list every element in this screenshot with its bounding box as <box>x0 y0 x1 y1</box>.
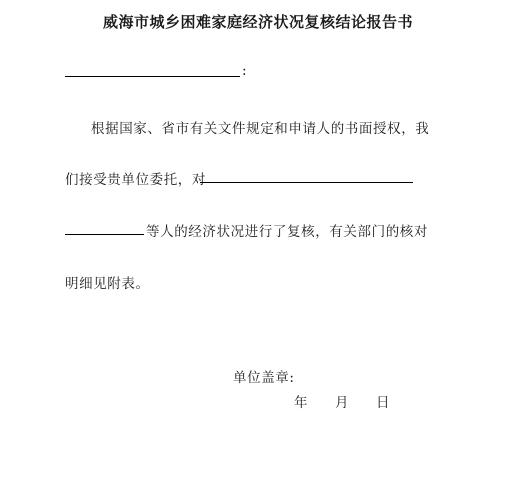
paragraph-line-2: 们接受贵单位委托，对 <box>65 172 206 188</box>
date-year: 年 <box>294 395 309 411</box>
date-month: 月 <box>335 395 350 411</box>
seal-label: 单位盖章: <box>233 370 295 386</box>
date-day: 日 <box>376 395 391 411</box>
entrusted-party-blank-line <box>200 182 413 183</box>
paragraph-line-4: 明细见附表。 <box>65 276 150 292</box>
applicant-name-blank-line <box>65 234 144 235</box>
addressee-colon: : <box>242 63 248 79</box>
document-title: 威海市城乡困难家庭经济状况复核结论报告书 <box>102 13 413 31</box>
paragraph-line-1: 根据国家、省市有关文件规定和申请人的书面授权，我 <box>91 121 430 137</box>
paragraph-line-3: 等人的经济状况进行了复核，有关部门的核对 <box>146 224 428 240</box>
addressee-blank-line <box>65 76 240 77</box>
